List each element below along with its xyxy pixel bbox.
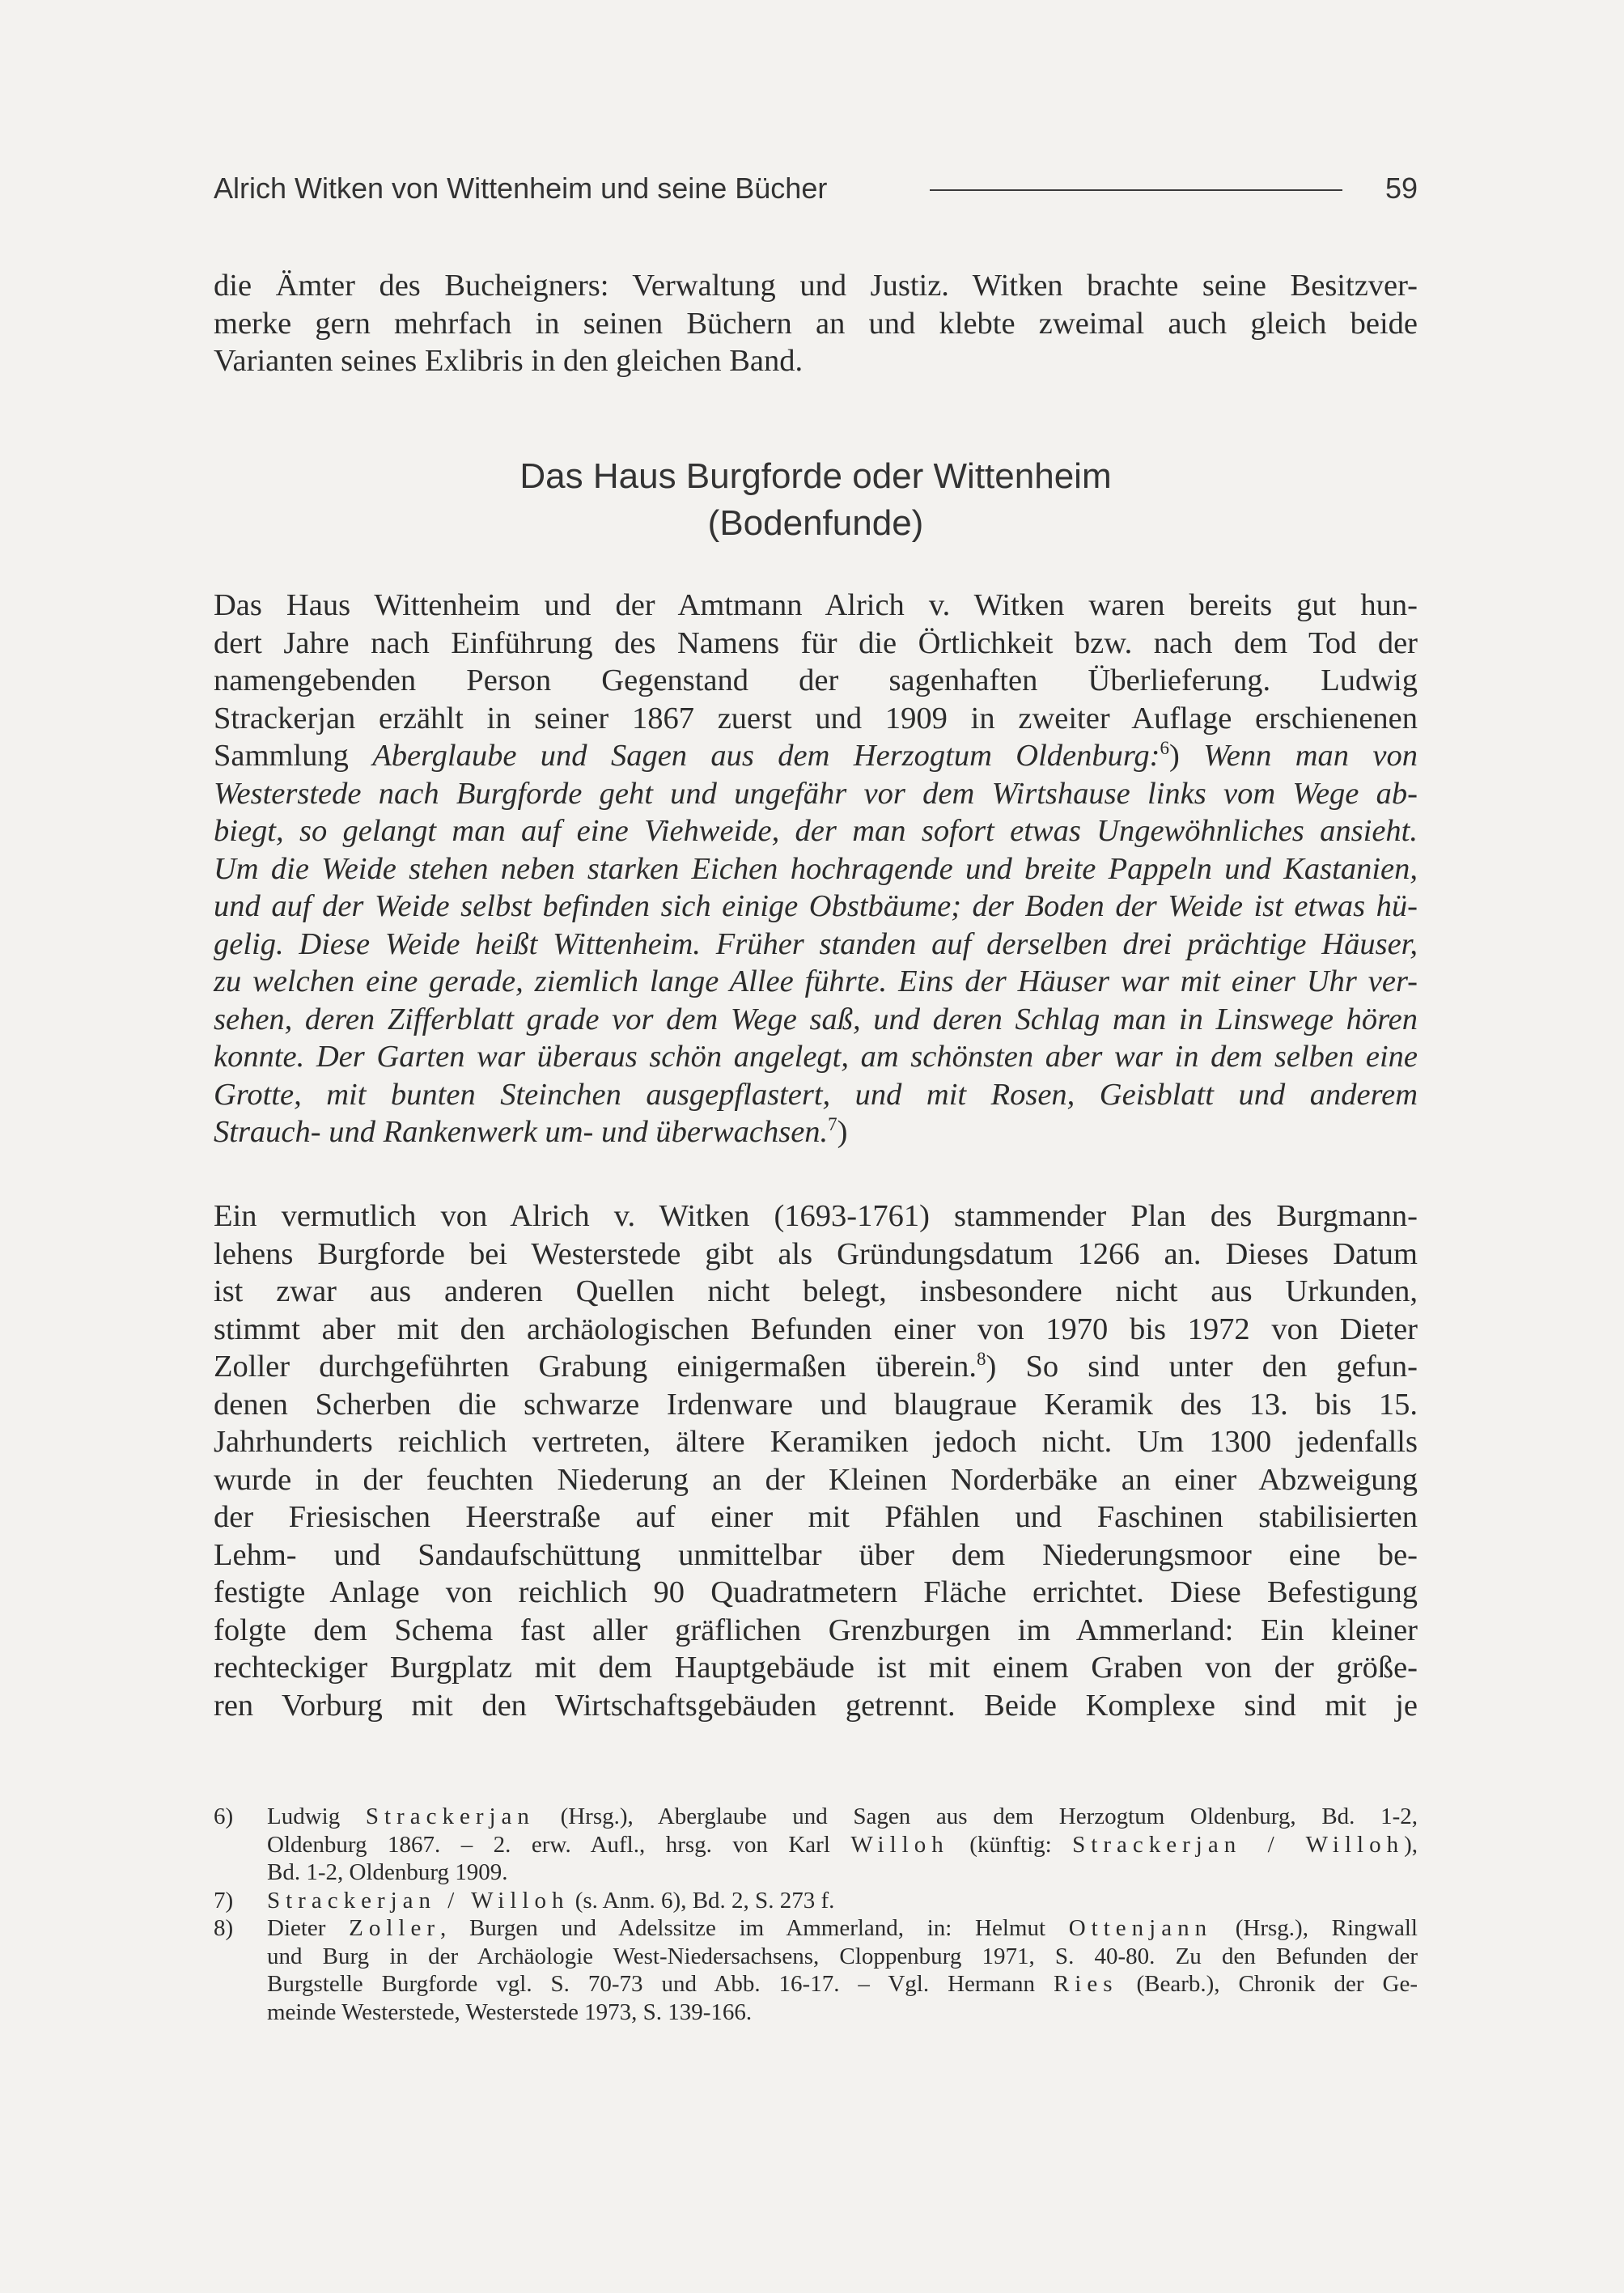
author-name: Ries [1053, 1971, 1118, 1997]
text-run: , Burgen und Adelssitze im Ammerland, in: Helmut [440, 1915, 1069, 1941]
text-run: ) So sind unter den gefun- [986, 1350, 1418, 1384]
text-run: Sammlung [214, 739, 373, 773]
text-line: festigte Anlage von reichlich 90 Quadratmetern Fläche errichtet. Diese Befestigung [214, 1575, 1418, 1609]
footnote-8 [214, 1914, 1418, 2026]
text-line: die Ämter des Bucheigners: Verwaltung und Justiz. Witken brachte seine Besitzver- [214, 269, 1418, 303]
text-line: Varianten seines Exlibris in den gleichen Band. [214, 344, 804, 378]
paragraph-2 [214, 587, 1418, 1151]
footnote-text [267, 1914, 1418, 2026]
quote-line: Um die Weide stehen neben starken Eichen hochragende und breite Pappeln und Kastanien, [214, 851, 1418, 886]
quote-line: Westerstede nach Burgforde geht und ungefähr vor dem Wirtshause links vom Wege ab- [214, 776, 1418, 811]
footnote-number: 6) [214, 1803, 234, 1829]
footnote-6 [214, 1803, 1418, 1887]
text-line: namengebenden Person Gegenstand der sagenhaften Überlieferung. Ludwig [214, 663, 1418, 697]
text-line: Lehm- und Sandaufschüttung unmittelbar über dem Niederungsmoor eine be- [214, 1537, 1418, 1572]
text-run: (Bearb.), Chronik der Ge- [1117, 1971, 1418, 1997]
footnote-text [267, 1803, 1418, 1887]
text-line: merke gern mehrfach in seinen Büchern an und klebte zweimal auch gleich beide [214, 306, 1418, 341]
footnote-ref-6: 6 [1160, 738, 1169, 759]
footnotes [214, 1803, 1418, 2026]
text-line: denen Scherben die schwarze Irdenware und blaugraue Keramik des 13. bis 15. [214, 1387, 1418, 1422]
footnote-line: meinde Westerstede, Westerstede 1973, S. 139-166. [267, 1998, 753, 2025]
author-name: Strackerjan / Willoh [267, 1887, 570, 1914]
text-run: Burgstelle Burgforde vgl. S. 70-73 und Abb. 16-17. – Vgl. Hermann [267, 1971, 1054, 1997]
quote-line: konnte. Der Garten war überaus schön angelegt, am schönsten aber war in dem selben eine [214, 1040, 1418, 1074]
quote-line: Grotte, mit bunten Steinchen ausgepflastert, und mit Rosen, Geisblatt und anderem [214, 1077, 1418, 1112]
quote-text: Strauch- und Rankenwerk um- und überwachsen. [214, 1115, 829, 1149]
footnote-number: 8) [214, 1915, 234, 1941]
text-line: ren Vorburg mit den Wirtschaftsgebäuden getrennt. Beide Komplexe sind mit je [214, 1688, 1418, 1723]
text-line: der Friesischen Heerstraße auf einer mit Pfählen und Faschinen stabilisierten [214, 1500, 1418, 1534]
footnote-text [267, 1887, 1418, 1915]
text-line: folgte dem Schema fast aller gräflichen Grenzburgen im Ammerland: Ein kleiner [214, 1613, 1418, 1647]
text-line: lehens Burgforde bei Westerstede gibt als Gründungsdatum 1266 an. Dieses Datum [214, 1236, 1418, 1271]
text-run: (s. Anm. 6), Bd. 2, S. 273 f. [569, 1887, 835, 1914]
section-heading-subtitle: (Bodenfunde) [707, 503, 924, 543]
quote-line: zu welchen eine gerade, ziemlich lange Allee führte. Eins der Häuser war mit einer Uhr ver- [214, 964, 1418, 998]
running-head-rule [930, 189, 1342, 191]
text-run: Zoller durchgeführten Grabung einigermaßen überein. [214, 1350, 977, 1384]
quote-line: gelig. Diese Weide heißt Wittenheim. Früher standen auf derselben drei prächtige Häuser, [214, 926, 1418, 961]
footnote-ref-8: 8 [977, 1349, 986, 1370]
author-name: Willoh [850, 1831, 949, 1858]
text-run: ) [837, 1115, 848, 1149]
footnote-line [267, 1887, 1418, 1915]
text-line [214, 737, 1418, 775]
text-line: Das Haus Wittenheim und der Amtmann Alrich v. Witken waren bereits gut hun- [214, 588, 1418, 622]
text-line [214, 1113, 1418, 1151]
text-run: ) [1169, 739, 1204, 773]
page-number: 59 [1384, 172, 1418, 205]
text-line: stimmt aber mit den archäologischen Befunden einer von 1970 bis 1972 von Dieter [214, 1312, 1418, 1346]
footnote-number: 7) [214, 1887, 234, 1914]
footnote-ref-7: 7 [828, 1114, 837, 1135]
paragraph-3 [214, 1197, 1418, 1724]
book-title: Aberglaube und Sagen aus dem Herzogtum Oldenburg: [372, 739, 1160, 773]
running-head [214, 172, 1418, 212]
footnote-line [267, 1803, 1418, 1831]
text-line: wurde in der feuchten Niederung an der Kleinen Norderbäke an einer Abzweigung [214, 1462, 1418, 1497]
footnote-line [267, 1970, 1418, 1998]
text-line: dert Jahre nach Einführung des Namens für die Örtlichkeit bzw. nach dem Tod der [214, 625, 1418, 660]
footnote-line [267, 1914, 1418, 1943]
section-heading [214, 453, 1418, 547]
footnote-line: und Burg in der Archäologie West-Niedersachsens, Cloppenburg 1971, S. 40-80. Zu den Befunden der [267, 1943, 1418, 1969]
author-name: Ottenjann [1068, 1915, 1213, 1941]
text-line: Jahrhunderts reichlich vertreten, ältere Keramiken jedoch nicht. Um 1300 jedenfalls [214, 1425, 1418, 1459]
text-run: (Hrsg.), Ringwall [1212, 1915, 1418, 1941]
footnote-line [267, 1831, 1418, 1859]
section-heading-line: Das Haus Burgforde oder Wittenheim [519, 456, 1112, 496]
text-line: rechteckiger Burgplatz mit dem Hauptgebäude ist mit einem Graben von der größe- [214, 1651, 1418, 1685]
text-run: Dieter [267, 1915, 350, 1941]
text-line [214, 1348, 1418, 1386]
quote-line: biegt, so gelangt man auf eine Viehweide, der man sofort etwas Ungewöhnliches ansieht. [214, 814, 1418, 848]
quote-line: und auf der Weide selbst befinden sich einige Obstbäume; der Boden der Weide ist etwas hü- [214, 889, 1418, 923]
text-line: Strackerjan erzählt in seiner 1867 zuerst und 1909 in zweiter Auflage erschienenen [214, 701, 1418, 735]
text-run: Ludwig [267, 1803, 366, 1829]
author-name: Strackerjan [365, 1803, 535, 1829]
text-line: Ein vermutlich von Alrich v. Witken (1693-1761) stammender Plan des Burgmann- [214, 1199, 1418, 1233]
footnote-line: Bd. 1-2, Oldenburg 1909. [267, 1859, 508, 1885]
paragraph-1 [214, 267, 1418, 380]
quote-line: sehen, deren Zifferblatt grade vor dem Wege saß, und deren Schlag man in Linswege hören [214, 1002, 1418, 1036]
author-name: Zoller [349, 1915, 441, 1941]
text-run: (Hrsg.), Aberglaube und Sagen aus dem Herzogtum Oldenburg, Bd. 1-2, [534, 1803, 1418, 1829]
text-run: (künftig: [948, 1831, 1073, 1858]
footnote-7 [214, 1887, 1418, 1915]
quote-text: Wenn man von [1203, 739, 1418, 773]
text-run: ), [1404, 1831, 1418, 1858]
text-run: Oldenburg 1867. – 2. erw. Aufl., hrsg. von Karl [267, 1831, 851, 1858]
author-name: Strackerjan / Willoh [1072, 1831, 1405, 1858]
running-head-title: Alrich Witken von Wittenheim und seine Bücher [214, 172, 828, 205]
text-line: ist zwar aus anderen Quellen nicht belegt, insbesondere nicht aus Urkunden, [214, 1274, 1418, 1308]
